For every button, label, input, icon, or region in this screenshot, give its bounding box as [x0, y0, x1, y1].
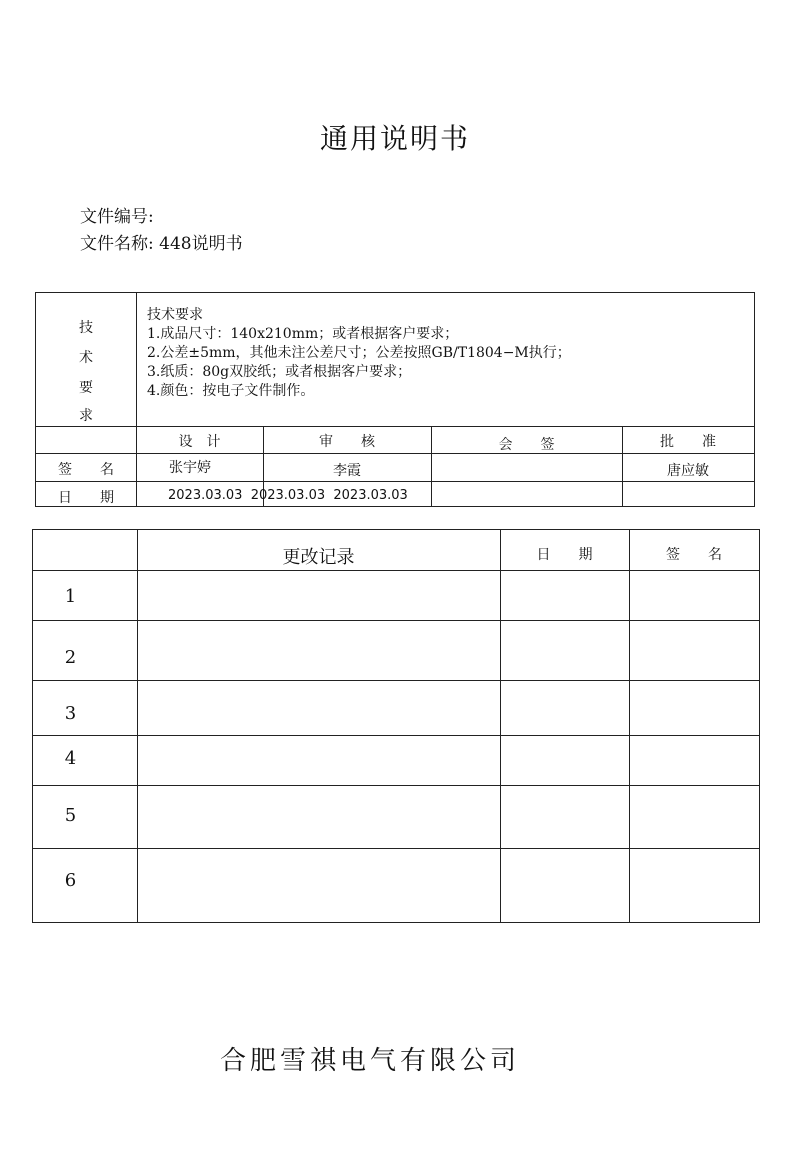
- tech-line: 4.颜色：按电子文件制作。: [147, 383, 315, 399]
- date-values: 2023.03.03 2023.03.03 2023.03.03: [168, 488, 408, 503]
- sign-row-label: 签 名: [58, 462, 114, 478]
- table-row: 5: [64, 805, 77, 826]
- tech-requirements: [147, 306, 571, 401]
- header-change-record: 更改记录: [282, 547, 355, 568]
- table-row: 4: [64, 748, 77, 769]
- header-approve: 批 准: [660, 434, 716, 450]
- table-row: 6: [64, 870, 77, 891]
- spec-table: [35, 292, 755, 507]
- header-change-sign: 签 名: [666, 547, 722, 563]
- tech-label-char: 术: [79, 350, 93, 366]
- sign-review: 李霞: [333, 463, 361, 479]
- header-review: 审 核: [319, 434, 375, 450]
- doc-number: 文件编号:: [80, 207, 154, 227]
- doc-name: 文件名称: 448说明书: [80, 234, 243, 254]
- table-row: 2: [64, 647, 77, 668]
- tech-line: 2.公差±5mm，其他未注公差尺寸；公差按照GB/T1804−M执行；: [147, 345, 571, 361]
- page-title: 通用说明书: [319, 122, 470, 155]
- header-design: 设 计: [178, 434, 221, 450]
- header-countersign: 会 签: [498, 437, 555, 453]
- header-change-date: 日 期: [536, 547, 593, 563]
- company-name: 合肥雪祺电气有限公司: [219, 1046, 520, 1076]
- change-log-table: [32, 529, 760, 923]
- tech-label-char: 求: [79, 408, 93, 424]
- tech-label-char: 技: [79, 320, 93, 336]
- sign-approve: 唐应敏: [667, 463, 709, 479]
- tech-line: 1.成品尺寸：140x210mm；或者根据客户要求；: [147, 326, 459, 342]
- table-row: 3: [64, 703, 77, 724]
- tech-label-char: 要: [79, 380, 93, 396]
- date-row-label: 日 期: [58, 490, 114, 506]
- sign-design: 张宇婷: [169, 460, 211, 476]
- tech-line: 3.纸质：80g双胶纸；或者根据客户要求；: [147, 364, 412, 380]
- table-row: 1: [64, 586, 77, 607]
- tech-heading: 技术要求: [147, 307, 203, 323]
